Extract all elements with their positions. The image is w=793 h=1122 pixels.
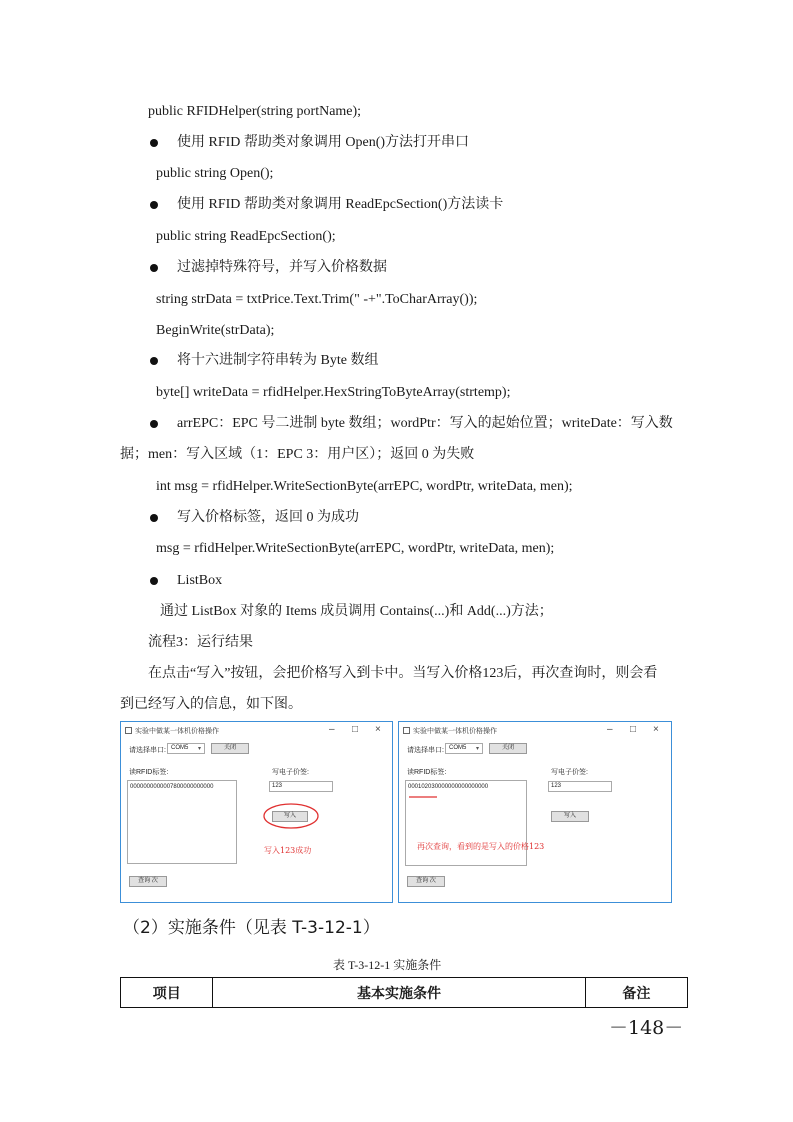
window-title: 实验中做某一体机价格操作 xyxy=(413,728,497,735)
minimize-icon[interactable]: – xyxy=(329,724,335,735)
tag-label: 读RFID标签: xyxy=(407,769,447,776)
header-item: 项目 xyxy=(121,978,213,1008)
app-icon xyxy=(403,727,410,734)
price-input[interactable] xyxy=(548,781,612,792)
code-line: byte[] writeData = rfidHelper.HexStringToByteArray(strtemp); xyxy=(156,385,511,400)
header-remarks: 备注 xyxy=(585,978,687,1008)
price-label: 写电子价签: xyxy=(272,769,309,776)
minimize-icon[interactable]: – xyxy=(607,724,613,735)
code-line: public string Open(); xyxy=(156,166,274,181)
highlight-ellipse xyxy=(263,803,319,829)
code-line: public string ReadEpcSection(); xyxy=(156,229,336,244)
price-value: 123 xyxy=(551,783,562,789)
port-label: 请选择串口: xyxy=(129,747,166,754)
query-button[interactable]: 查询 次 xyxy=(407,876,445,887)
close-port-button[interactable]: 关闭 xyxy=(489,743,527,754)
maximize-icon[interactable]: □ xyxy=(352,724,359,735)
bullet-text: 过滤掉特殊符号，并写入价格数据 xyxy=(177,260,387,275)
conditions-table xyxy=(120,977,688,1008)
bullet-text: 将十六进制字符串转为 Byte 数组 xyxy=(177,353,379,368)
paragraph-line: 流程3：运行结果 xyxy=(148,635,253,650)
success-note: 写入123成功 xyxy=(264,846,312,855)
chevron-down-icon: ▾ xyxy=(197,746,201,752)
code-line: msg = rfidHelper.WriteSectionByte(arrEPC, wordPtr, writeData, men); xyxy=(156,541,555,556)
bullet-text: ListBox xyxy=(177,573,223,588)
chevron-down-icon: ▾ xyxy=(475,746,479,752)
port-value: COM5 xyxy=(449,745,467,751)
paragraph-line: 到已经写入的信息，如下图。 xyxy=(120,697,302,712)
bullet-icon xyxy=(150,264,158,272)
section-heading: （2）实施条件（见表 T-3-12-1） xyxy=(123,918,380,938)
bullet-icon xyxy=(150,139,158,147)
paragraph-line: 通过 ListBox 对象的 Items 成员调用 Contains(...)和 Add(...)方法； xyxy=(160,604,553,619)
port-value: COM5 xyxy=(171,745,189,751)
tag-label: 读RFID标签: xyxy=(129,769,169,776)
port-label: 请选择串口: xyxy=(407,747,444,754)
price-input[interactable] xyxy=(269,781,333,792)
code-line: string strData = txtPrice.Text.Trim(" -+".ToCharArray()); xyxy=(156,292,478,307)
code-line: BeginWrite(strData); xyxy=(156,323,275,338)
bullet-text: 使用 RFID 帮助类对象调用 Open()方法打开串口 xyxy=(177,135,470,150)
bullet-icon xyxy=(150,577,158,585)
paragraph-line: 在点击“写入”按钮，会把价格写入到卡中。当写入价格123后，再次查询时，则会看 xyxy=(148,666,658,681)
bullet-text: 写入价格标签，返回 0 为成功 xyxy=(177,510,359,525)
window-titlebar xyxy=(121,722,392,740)
paragraph-line: 据；men：写入区域（1：EPC 3：用户区）；返回 0 为失败 xyxy=(120,447,475,462)
bullet-icon xyxy=(150,201,158,209)
table-caption: 表 T-3-12-1 实施条件 xyxy=(333,958,442,972)
tag-listbox[interactable] xyxy=(127,780,237,864)
window-title: 实验中做某一体机价格操作 xyxy=(135,728,219,735)
screenshot-window-after xyxy=(398,721,672,903)
bullet-text: 使用 RFID 帮助类对象调用 ReadEpcSection()方法读卡 xyxy=(177,197,504,212)
code-line: int msg = rfidHelper.WriteSectionByte(arrEPC, wordPtr, writeData, men); xyxy=(156,479,573,494)
query-button[interactable]: 查询 次 xyxy=(129,876,167,887)
page-number: －148－ xyxy=(609,1017,684,1039)
port-select[interactable] xyxy=(445,743,483,754)
price-label: 写电子价签: xyxy=(551,769,588,776)
write-button[interactable]: 写入 xyxy=(551,811,589,822)
close-port-button[interactable]: 关闭 xyxy=(211,743,249,754)
code-line: public RFIDHelper(string portName); xyxy=(148,104,362,119)
header-conditions: 基本实施条件 xyxy=(213,978,585,1008)
query-result-note: 再次查询，看到的是写入的价格123 xyxy=(417,842,545,851)
tag-value: 0000000000007800000000000 xyxy=(130,784,214,790)
table-header-row xyxy=(121,978,688,1008)
app-icon xyxy=(125,727,132,734)
port-select[interactable] xyxy=(167,743,205,754)
maximize-icon[interactable]: □ xyxy=(630,724,637,735)
underline-mark xyxy=(409,795,439,799)
bullet-icon xyxy=(150,357,158,365)
bullet-icon xyxy=(150,514,158,522)
write-button[interactable]: 写入 xyxy=(272,811,308,822)
tag-value: 000102030000000000000000 xyxy=(408,784,489,790)
close-icon[interactable]: × xyxy=(375,724,381,735)
close-icon[interactable]: × xyxy=(653,724,659,735)
bullet-icon xyxy=(150,420,158,428)
price-value: 123 xyxy=(272,783,283,789)
bullet-text: arrEPC：EPC 号二进制 byte 数组；wordPtr：写入的起始位置；writeDate：写入数 xyxy=(177,416,673,431)
screenshot-window-before xyxy=(120,721,393,903)
window-titlebar xyxy=(399,722,671,740)
tag-listbox[interactable] xyxy=(405,780,527,866)
